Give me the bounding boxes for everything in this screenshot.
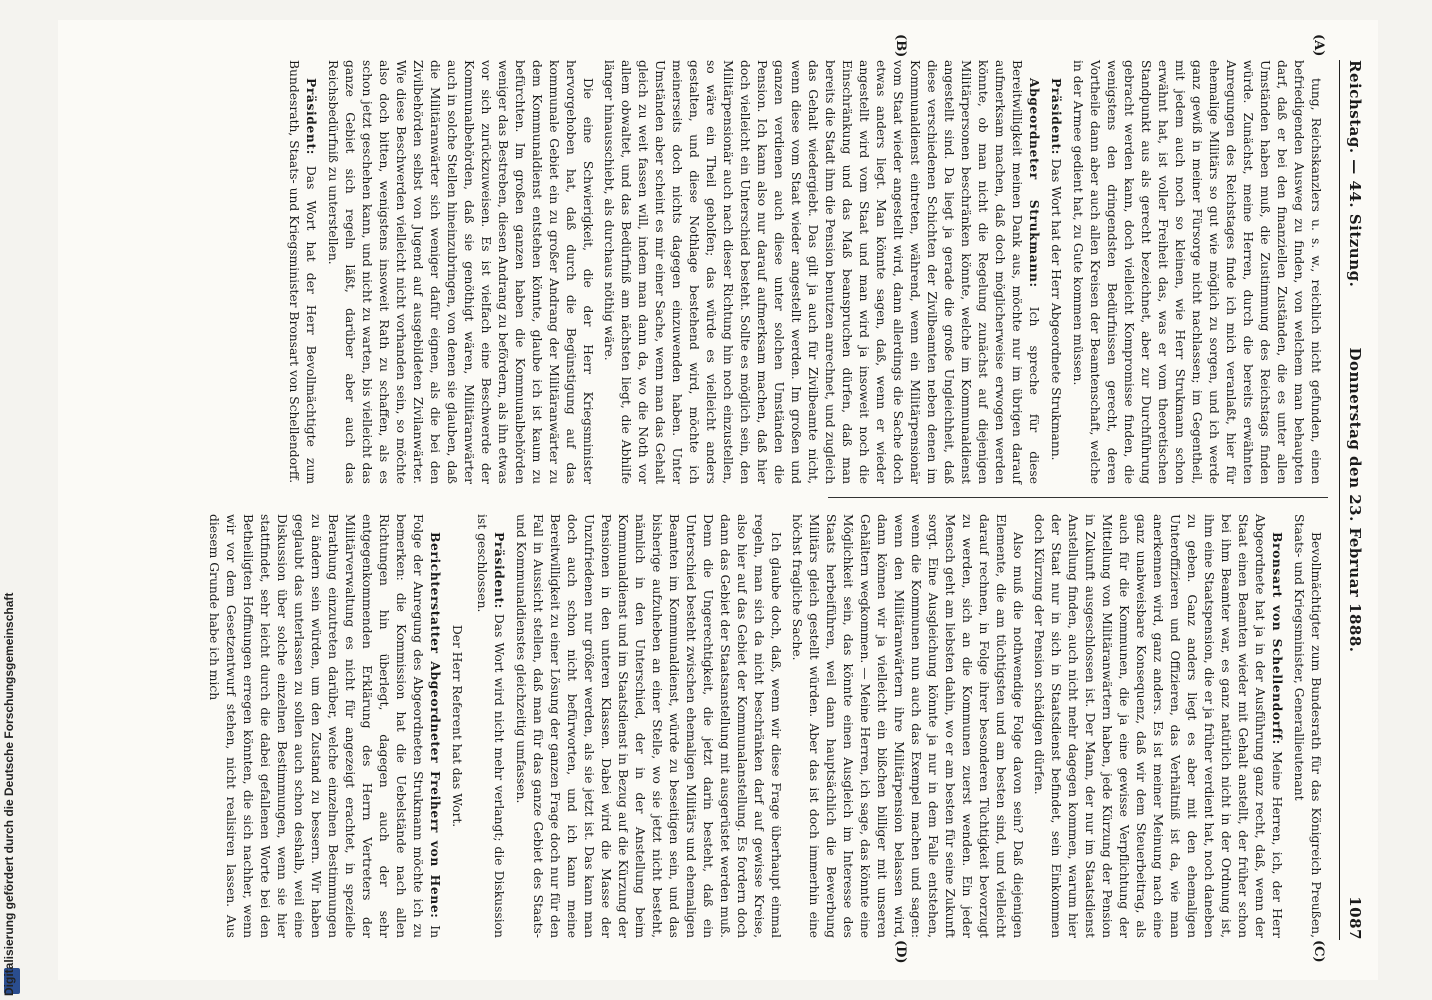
paragraph [1047, 60, 1065, 484]
speaker-name: Berichterstatter Abgeordneter Freiherr von Hene: [428, 532, 443, 919]
paragraph-text: Das Wort wird nicht mehr verlangt; die Diskussion ist geschlossen. [475, 514, 506, 938]
speaker-name: Bronsart von Schellendorff: [1270, 532, 1285, 745]
paragraph [600, 60, 1043, 484]
paragraph-text: Das Wort hat der Herr Bevollmächtigte zum Bundesrath, Staats- und Kriegsminister Bronsart von Schellendorff. [287, 60, 318, 484]
scanned-page [58, 20, 1378, 980]
paragraph [448, 514, 465, 938]
column-divider [828, 497, 1328, 498]
speaker-name: Abgeordneter Strukmann: [1027, 78, 1042, 288]
speaker-name: Präsident: [492, 532, 507, 609]
paragraph-text: Bevollmächtigter zum Bundesrath für das Königreich Preußen, Staats- und Kriegsminister, Generallieutenant [1292, 514, 1323, 938]
margin-mark-d: (D) [893, 940, 908, 964]
paragraph [1290, 514, 1324, 938]
paragraph [473, 514, 508, 938]
paragraph-text: In Folge der Anregung des Abgeordneten Strukmann möchte ich zu bemerken: die Kommission hat die Uebelstände nach allen Richtungen hin überlegt, dagegen auch der sehr entgegenkommenden Erklärung des Herrn Vertreters der Militärverwaltung es nicht für angezeigt erachtet, in spezielle Berathung einzutreten darüber, welche einzelnen Bestimmungen zu ändern sein würden, um den Zustand zu bessern. Wir haben geglaubt das unterlassen zu sollen auch schon deshalb, weil eine Diskussion über solche einzelnen Bestimmungen, wenn sie hier stattfindet, sehr leicht durch die dabei gefallenen Worte bei den Betheiligten Hoffnungen erregen könnten, die sich nachher, wenn wir vor dem Gesetzentwurf stehen, nicht realisiren lassen. Aus diesem Grunde habe ich mich [207, 514, 442, 938]
page-header [1339, 60, 1364, 940]
margin-mark-c: (C) [1311, 940, 1326, 963]
left-column [281, 60, 1324, 484]
paragraph [285, 60, 320, 484]
paragraph [205, 514, 444, 938]
digitization-footer [0, 0, 24, 1000]
margin-mark-b: (B) [893, 34, 908, 58]
paragraph [788, 514, 1026, 938]
paragraph-text: Das Wort hat der Herr Abgeordnete Strukmann. [1049, 158, 1063, 461]
header-date: Donnerstag den 23. Februar 1888. [1346, 347, 1364, 653]
paragraph-text: Ich glaube doch, daß, wenn wir diese Frage überhaupt einmal regeln, man sich da nicht beschränken darf auf gewisse Kreise, also hier auf das Gebiet der Kommunalanstellung. Es fordern doch dann das Gebiet der Staatsanstellung mit ausgerüstet werden muß. Denn die Ungerechtigkeit, die jetzt darin besteht, daß ein Unterschied besteht zwischen ehemaligen Militärs und ehemaligen Beamten im Kommunaldienst, würde zu beseitigen sein, und das bisherige aufzuheben an einer Stelle, wo sie jetzt nicht besteht, nämlich in den Unterschied, der in der Anstellung beim Kommunaldienst und im Staatsdienst in Bezug auf die Kürzung der Pensionen in den unteren Klassen. Dabei wird die Masse der Unzufriedenen nur größer werden, als sie jetzt ist. Das kann man doch auch schon nicht befürworten, und ich kann meine Bereitwilligkeit zu einer Lösung der ganzen Frage doch nur für den Fall in Aussicht stellen, daß man für das ganze Gebiet des Staats- und Kommunaldienstes gleichzeitig umfassen. [514, 514, 783, 938]
paragraph-text: tung, Reichskanzlers u. s. w., reichlich nicht gefunden, einen befriedigenden Ausweg zu finden, von welchem man behaupten darf, daß er bei den finanziellen Zuständen, die es unter allen Umständen haben muß, die Zustimmung des Reichstags finden würde. Zunächst, meine Herren, durch die bereits erwähnten Anregungen des Reichstages finde ich mich veranlaßt, hier für ehemalige Militärs so gut wie möglich zu sorgen, und ich werde ganz gewiß in meiner Fürsorge nicht nachlassen; im Gegentheil, mit jedem auch noch so kleinen, wie Herr Strukmann schon erwähnt hat, ist voller Freiheit das, was er vom theoretischen Standpunkt aus als gerecht bezeichnet, aber zur Durchführung gebracht werden kann, doch vielleicht Kompromisse finden, die wenigstens den dringendsten Bedürfnissen gerecht, deren Vortheile dann aber auch allen Kreisen der Beamtenschaft, welche in der Armee gedient hat, zu Gute kommen müssen. [1071, 60, 1323, 484]
paragraph [512, 514, 784, 938]
footer-credit: Digitalisierung gefördert durch die Deutsche Forschungsgemeinschaft [2, 592, 16, 996]
header-session: Reichstag. — 44. Sitzung. [1346, 60, 1364, 288]
right-column [201, 514, 1324, 938]
paragraph-text: Also muß die nothwendige Folge davon sein? Daß diejenigen Elemente, die am tüchtigsten und am besten sind, und vielleicht darauf rechnen, in Folge ihrer besonderen Tüchtigkeit bevorzugt zu werden, sich an die Kommunen zuerst wenden. Ein jeder Mensch geht am liebsten dahin, wo er am besten für seine Zukunft sorgt. Eine Ausgleichung könnte ja nur in dem Falle entstehen, wenn die Kommunen nun auch das Exempel machen und sagen: wenn den Militäranwärtern ihre Militärpension belassen wird, dann können wir ja vielleicht ein bißchen billiger mit unseren Gehältern wegkommen. — Meine Herren, ich sage, das könnte eine Möglichkeit sein, das könnte einen Ausgleich im Interesse des Staats herbeiführen, weil dann hauptsächlich die Bewerbung Militärs gleich gestellt würden. Aber das ist doch immerhin eine höchst fragliche Sache. [790, 514, 1025, 938]
paragraph-text: Die eine Schwierigkeit, die der Herr Kriegsminister hervorgehoben hat, daß durch die Begünstigung auf das kommunale Gebiet ein zu großer Andrang der Militäranwärter zu dem Kommunaldienst entstehen könnte, glaube ich ist kaum zu befürchten. Im großen ganzen haben die Kommunalbehörden weniger das Bestreben, diesen Andrang zu befördern, als ihn etwas vor sich zurückzuweisen. Es ist vielfach eine Beschwerde der Kommunalbehörden, daß sie genöthigt wären, Militäranwärter auch in solche Stellen hineinzubringen, von denen sie glauben, daß die Militäranwärter sich weniger dafür eignen, als die bei den Zivilbehörden selbst von Jugend auf ausgebildeten Zivilanwärter. Wie diese Beschwerden vielleicht nicht vorhanden sein, so möchte also doch bitten, wenigstens insoweit Rath zu schaffen, als es schon jetzt geschehen kann, und nicht zu warten, bis vielleicht das ganze Gebiet sich regeln läßt, darüber aber auch das Reichsbedürfniß zu unterstellen. [326, 60, 595, 484]
speaker-name: Präsident: [304, 78, 319, 155]
margin-mark-a: (A) [1311, 34, 1326, 57]
paragraph-text: Meine Herren, ich, der Herr Abgeordnete hat ja in der Ausführung ganz recht, daß, wenn der Staat einen Beamten wieder mit Gehalt anstellt, der früher schon bei ihm Beamter war, es ganz natürlich nicht in der Ordnung ist, ihm eine Staatspension, die er ja früher verdient hat, noch daneben zu geben. Ganz anders liegt es aber mit den ehemaligen Unteroffizieren und Offizieren, das Verhältniß ist da, wie man anerkennen wird, ganz anders. Es ist meiner Meinung nach eine ganz unabweisbare Konsequenz, daß wir dem Steuerbeitrag, als auch für die Kommunen, die ja eine gewisse Verpflichtung der Mittellung von Militäranwärtern haben, jede Kürzung der Pension in Zukunft ausgeschlossen ist. Der Mann, der nur im Staatsdienst Anstellung finden, auch nicht mehr dagegen kommen, warum hier der Staat nur in sich in Staatsdienst befindet, sein Einkommen doch Kürzung der Pension schädigen dürfen. [1032, 514, 1284, 938]
paragraph [1030, 514, 1286, 938]
page-number: 1087 [1346, 896, 1364, 940]
paragraph [1069, 60, 1324, 484]
paragraph [324, 60, 596, 484]
speaker-name: Präsident: [1049, 78, 1064, 155]
paragraph-text: Der Herr Referent hat das Wort. [450, 624, 464, 828]
paragraph-text: Ich spreche für diese Bereitwilligkeit meinen Dank aus, möchte nur im übrigen darauf aufmerksam machen, daß doch möglicherweise erwogen werden könnte, ob man nicht die Regelung zunächst auf diejenigen Militärpersonen beschränken könnte, welche im Kommunaldienst angestellt sind. Da liegt ja gerade die große Ungleichheit, daß diese verschiedenen Schichten der Zivilbeamten neben denen im Kommunaldienst eintreten, während, wenn ein Militärpensionär vom Staat wieder angestellt wird, dann allerdings die Sache doch etwas anders liegt. Man könnte sagen, daß, wenn er wieder angestellt wird vom Staat und man wird ja insoweit noch die Einschränkung und das Maß beanspruchen dürfen, daß man bereits die Stadt ihm die Pension benutzen anrechnet, und zugleich das Gehalt wiedergiebt. Das gilt ja auch für Zivilbeamte nicht, wenn diese vom Staat wieder angestellt werden. Im großen und ganzen verdienen auch diese unter solchen Umständen die Pension. Ich kann also nur darauf aufmerksam machen, daß hier doch vielleicht ein Unterschied besteht. Sollte es möglich sein, den Militärpensionär auch nach dieser Richtung hin noch einzustellen, so wäre ein Theil geholfen; das würde es vielleicht anders gestalten, und diese Nothlage bestehend wird, möchte ich meinerseits doch nichts dagegen einzuwenden haben. Unter Umständen aber scheint es mir einer Sache, wenn man das Gehalt gleich zu weit fassen will, indem man dann da, wo die Noth vor allem obwaltet, und das Bedürfniß am nächsten liegt, die Abhilfe länger hinausschiebt, als durchaus nöthig wäre. [602, 60, 1041, 484]
